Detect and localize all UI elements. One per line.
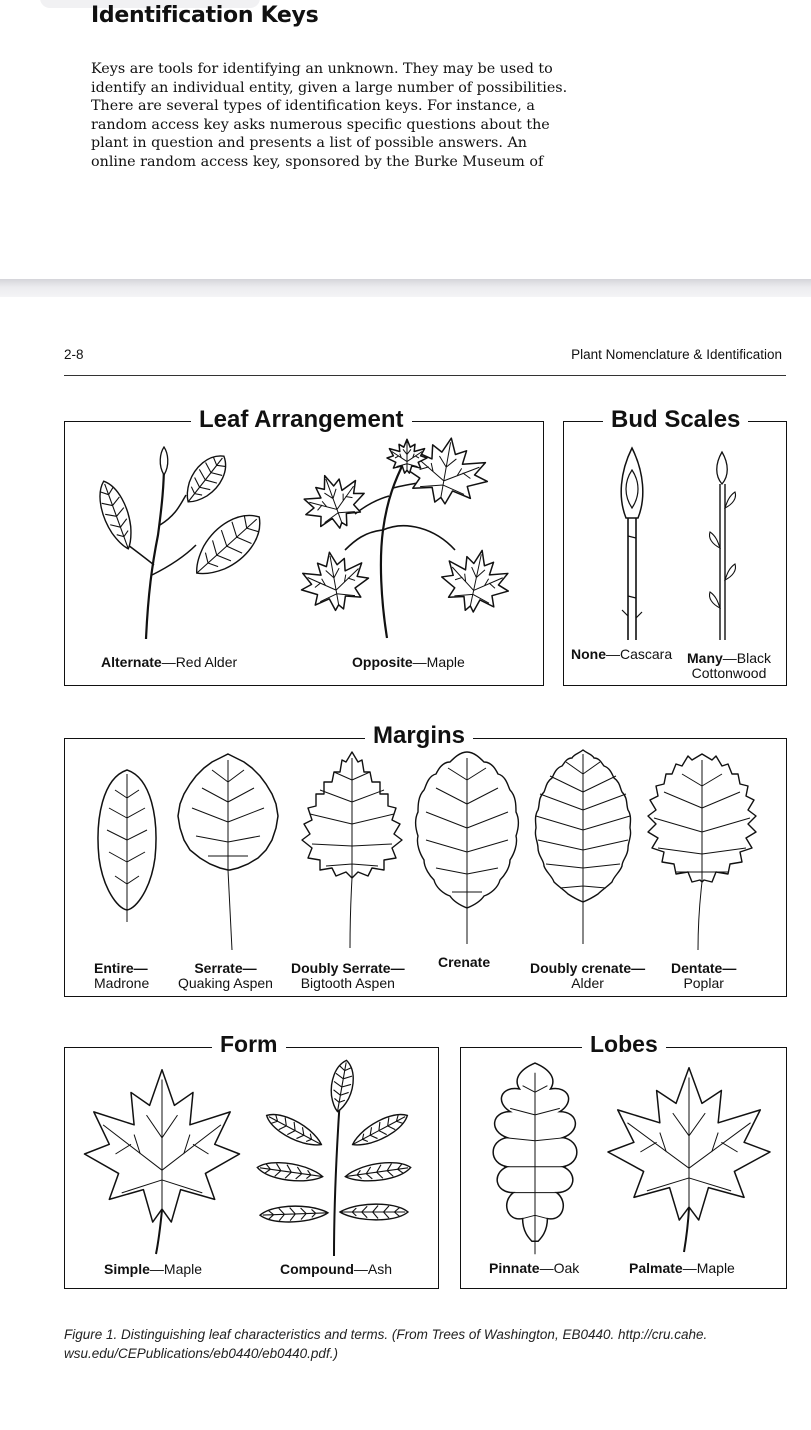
example-compound: —Ash — [353, 1261, 392, 1277]
label-doubly-crenate — [530, 961, 645, 991]
page-separator — [0, 279, 811, 297]
page-number: 2-8 — [64, 347, 84, 362]
section-heading: Identification Keys — [91, 3, 319, 28]
intro-line: identify an individual entity, given a large number of possibilities. — [91, 79, 568, 96]
panel-title-leaf-arrangement: Leaf Arrangement — [191, 408, 412, 432]
entire-leaf-illustration — [93, 768, 161, 924]
term-doubly-crenate: Doubly crenate— — [530, 960, 646, 976]
label-dentate — [671, 961, 736, 991]
example-entire: Madrone — [94, 975, 150, 991]
term-doubly-serrate: Doubly Serrate— — [291, 960, 405, 976]
label-palmate — [629, 1261, 735, 1276]
label-alternate — [101, 655, 237, 670]
dentate-leaf-illustration — [642, 752, 762, 952]
intro-line: plant in question and presents a list of possible answers. An — [91, 135, 527, 151]
term-palmate: Palmate — [629, 1260, 683, 1276]
caption-line: Figure 1. Distinguishing leaf characteristics and terms. (From Trees of Washington, EB0440. http://cru.cahe. — [64, 1327, 708, 1342]
term-crenate: Crenate — [438, 954, 491, 970]
opposite-leaf-illustration — [285, 440, 525, 640]
term-bud-none: None — [571, 646, 606, 662]
crenate-leaf-illustration — [414, 750, 520, 946]
example-bud-none: —Cascara — [606, 646, 673, 662]
previous-page-fragment — [0, 0, 811, 280]
serrate-leaf-illustration — [172, 752, 284, 952]
caption-line: wsu.edu/CEPublications/eb0440/eb0440.pdf.) — [64, 1346, 338, 1361]
label-bud-many — [687, 651, 771, 681]
figure-caption — [64, 1325, 784, 1363]
example-pinnate: —Oak — [539, 1260, 580, 1276]
pinnate-leaf-illustration — [480, 1055, 590, 1255]
example-palmate: —Maple — [682, 1260, 735, 1276]
simple-leaf-illustration — [82, 1060, 242, 1256]
example-serrate: Quaking Aspen — [178, 975, 273, 991]
panel-title-lobes: Lobes — [582, 1033, 666, 1056]
example-doubly-serrate: Bigtooth Aspen — [300, 975, 395, 991]
example-alternate: —Red Alder — [161, 654, 238, 670]
bud-many-illustration — [703, 448, 743, 642]
example-simple: —Maple — [149, 1261, 203, 1277]
label-doubly-serrate — [291, 961, 405, 991]
example-doubly-crenate: Alder — [571, 975, 604, 991]
term-bud-many: Many — [687, 650, 723, 666]
label-pinnate — [489, 1261, 579, 1276]
term-opposite: Opposite — [352, 654, 413, 670]
term-compound: Compound — [280, 1261, 354, 1277]
palmate-leaf-illustration — [604, 1058, 774, 1254]
panel-title-bud-scales: Bud Scales — [603, 408, 748, 432]
alternate-leaf-illustration — [88, 445, 278, 640]
example-opposite: —Maple — [412, 654, 465, 670]
label-simple — [104, 1262, 202, 1277]
intro-line: Keys are tools for identifying an unknown. They may be used to — [91, 61, 553, 77]
bud-none-illustration — [608, 446, 658, 642]
panel-title-form: Form — [212, 1033, 286, 1056]
compound-leaf-illustration — [252, 1058, 414, 1258]
example-bud-many-line2: Cottonwood — [691, 665, 767, 681]
doubly-crenate-leaf-illustration — [530, 748, 636, 946]
header-rule — [64, 375, 786, 376]
label-compound — [280, 1262, 392, 1277]
example-dentate: Poplar — [683, 975, 724, 991]
doubly-serrate-leaf-illustration — [292, 750, 410, 950]
panel-title-margins: Margins — [365, 724, 473, 748]
intro-line: random access key asks numerous specific questions about the — [91, 116, 550, 133]
term-serrate: Serrate— — [194, 960, 257, 976]
label-opposite — [352, 655, 465, 670]
term-dentate: Dentate— — [671, 960, 737, 976]
label-bud-none — [571, 647, 672, 662]
running-head: Plant Nomenclature & Identification — [571, 347, 782, 362]
term-simple: Simple — [104, 1261, 150, 1277]
label-serrate — [178, 961, 273, 991]
example-bud-many: —Black — [722, 650, 772, 666]
term-entire: Entire— — [94, 960, 148, 976]
label-entire — [94, 961, 149, 991]
term-alternate: Alternate — [101, 654, 162, 670]
intro-line: There are several types of identification keys. For instance, a — [91, 98, 535, 114]
term-pinnate: Pinnate — [489, 1260, 540, 1276]
intro-paragraph — [91, 60, 591, 171]
label-crenate — [438, 955, 490, 970]
intro-line: online random access key, sponsored by the Burke Museum of — [91, 153, 544, 170]
